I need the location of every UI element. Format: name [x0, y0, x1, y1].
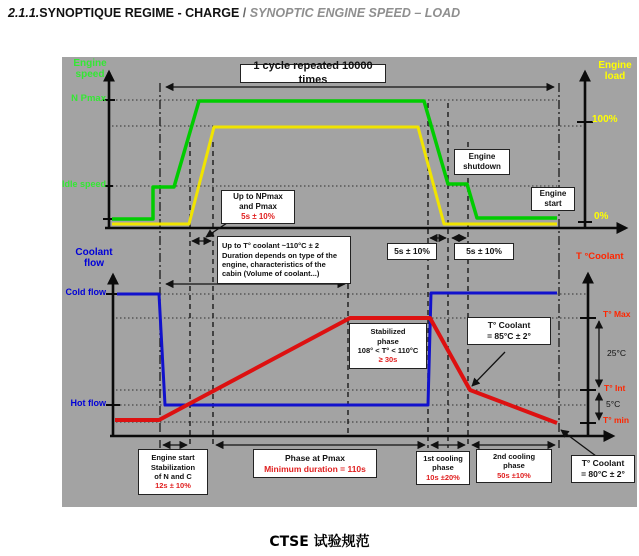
engine-speed-axis-label: Engine speed — [73, 58, 107, 81]
title-french: SYNOPTIQUE REGIME - CHARGE — [39, 6, 240, 20]
title-separator: / — [239, 6, 250, 20]
coolant-flow-axis-label: Coolant flow — [75, 247, 113, 270]
delta-5c-label: 5°C — [606, 399, 621, 409]
warmup-duration-box: Up to T° coolant ~110°C ± 2 Duration depends on type of the engine, characteristics of the cabin (Volume of coolant...) — [217, 236, 351, 284]
ramp-up-callout-box: Up to NPmax and Pmax 5s ± 10% — [221, 190, 295, 224]
phase-cooling1-box: 1st cooling phase 10s ±20% — [416, 451, 470, 485]
stabilized-phase-box: Stabilized phase 108° < T° < 110°C ≥ 30s — [349, 323, 427, 369]
t-min-label: T° min — [603, 415, 630, 425]
t-min-callout-box: T° Coolant = 80°C ± 2° — [571, 455, 635, 483]
phase-cooling2-box: 2nd cooling phase 50s ±10% — [476, 449, 552, 483]
n-pmax-label: N Pmax — [71, 93, 106, 104]
section-number: 2.1.1. — [8, 6, 40, 20]
phase-engine-start-box: Engine start Stabilization of N and C 12s ± 10% — [138, 449, 208, 495]
title-english: SYNOPTIC ENGINE SPEED – LOAD — [249, 6, 461, 20]
t-coolant-axis-label: T °Coolant — [576, 251, 624, 262]
t-int-callout-box: T° Coolant = 85°C ± 2° — [467, 317, 551, 345]
idle-speed-label: Idle speed — [61, 179, 106, 189]
engine-load-axis-label: Engine load — [598, 60, 632, 83]
engine-shutdown-box: Engine shutdown — [454, 149, 510, 175]
load-0-label: 0% — [594, 211, 609, 222]
hot-flow-label: Hot flow — [70, 398, 106, 408]
cold-flow-label: Cold flow — [65, 287, 106, 297]
coolant-flow-curve — [117, 293, 557, 405]
delta-25c-label: 25°C — [607, 348, 626, 358]
load-100-label: 100% — [592, 114, 618, 125]
figure-caption: CTSE 试验规范 — [269, 534, 370, 550]
t-int-label: T° Int — [604, 383, 626, 393]
cycle-repeat-box: 1 cycle repeated 10000 times — [240, 64, 386, 83]
phase-pmax-box: Phase at Pmax Minimum duration = 110s — [253, 449, 377, 478]
t-max-label: T° Max — [603, 309, 631, 319]
decel-5s-box-1: 5s ± 10% — [387, 243, 437, 260]
engine-start-box: Engine start — [531, 187, 575, 211]
decel-5s-box-2: 5s ± 10% — [454, 243, 514, 260]
